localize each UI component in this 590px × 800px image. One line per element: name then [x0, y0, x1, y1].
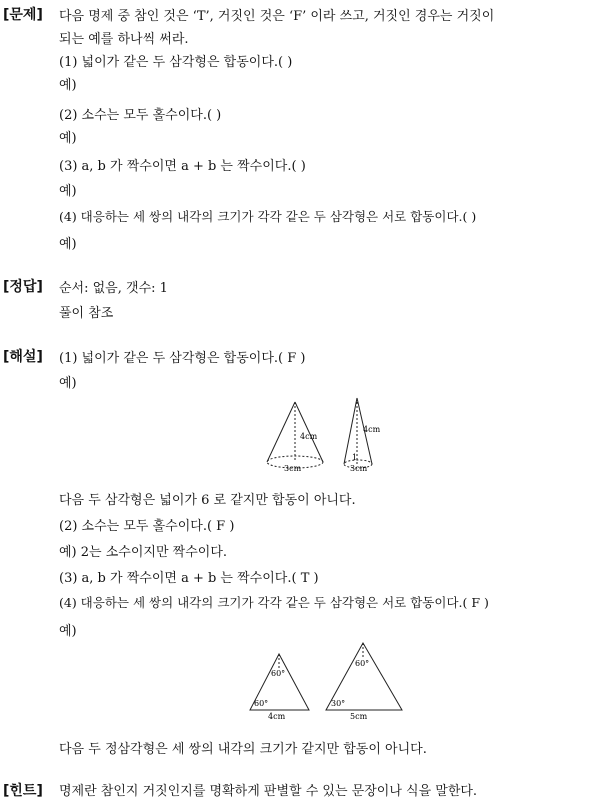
figure-two-triangles	[244, 640, 409, 722]
problem-line: (2) 소수는 모두 홀수이다.( )	[59, 108, 222, 123]
triangle1-base-label: 4cm	[268, 712, 286, 721]
problem-line: 다음 명제 중 참인 것은 ‘T’, 거짓인 것은 ‘F’ 이라 쓰고, 거짓인 경우는 거짓이	[59, 9, 495, 24]
cone1-height-label: 4cm	[300, 432, 318, 441]
problem-line: (4) 대응하는 세 쌍의 내각의 크기가 각각 같은 두 삼각형은 서로 합동이다.( )	[59, 209, 477, 224]
hint-tag: [힌트]	[3, 783, 43, 799]
solution-line: (2) 소수는 모두 홀수이다.( F )	[59, 519, 235, 534]
solution-line: (4) 대응하는 세 쌍의 내각의 크기가 각각 같은 두 삼각형은 서로 합동이다.( F )	[59, 595, 489, 610]
hint-line: 명제란 참인지 거짓인지를 명확하게 판별할 수 있는 문장이나 식을 말한다.	[59, 784, 478, 799]
problem-line: 예)	[59, 78, 77, 93]
answer-line: 풀이 참조	[59, 306, 114, 321]
solution-line: 다음 두 정삼각형은 세 쌍의 내각의 크기가 같지만 합동이 아니다.	[59, 742, 427, 757]
cone2-base-label: 3cm	[350, 464, 368, 473]
cone2-height-label: 4cm	[363, 425, 381, 434]
triangle2-base-label: 5cm	[350, 712, 368, 721]
problem-line: (3) a, b 가 짝수이면 a + b 는 짝수이다.( )	[59, 159, 306, 174]
solution-tag: [해설]	[3, 349, 43, 365]
triangle2-base-angle: 30°	[331, 699, 346, 708]
cone1-base-label: 3cm	[284, 464, 302, 473]
solution-line: 예) 2는 소수이지만 짝수이다.	[59, 545, 228, 560]
problem-line: 예)	[59, 131, 77, 146]
solution-line: (3) a, b 가 짝수이면 a + b 는 짝수이다.( T )	[59, 571, 319, 586]
problem-tag: [문제]	[3, 7, 43, 23]
triangle1-base-angle: 60°	[254, 699, 269, 708]
cone2-foot-label: 1	[352, 453, 358, 462]
triangle1-top-angle: 60°	[271, 669, 286, 678]
answer-tag: [정답]	[3, 279, 43, 295]
triangle2-top-angle: 60°	[355, 659, 370, 668]
solution-line: 다음 두 삼각형은 넓이가 6 로 같지만 합동이 아니다.	[59, 493, 356, 508]
problem-line: 되는 예를 하나씩 써라.	[59, 32, 189, 47]
solution-line: 예)	[59, 376, 77, 391]
solution-line: 예)	[59, 624, 77, 639]
problem-line: 예)	[59, 237, 77, 252]
cone1-left-edge	[267, 402, 295, 462]
figure-two-cones	[262, 394, 388, 476]
problem-line: (1) 넓이가 같은 두 삼각형은 합동이다.( )	[59, 55, 293, 70]
solution-line: (1) 넓이가 같은 두 삼각형은 합동이다.( F )	[59, 351, 306, 366]
problem-line: 예)	[59, 184, 77, 199]
answer-line: 순서: 없음, 갯수: 1	[59, 281, 168, 296]
